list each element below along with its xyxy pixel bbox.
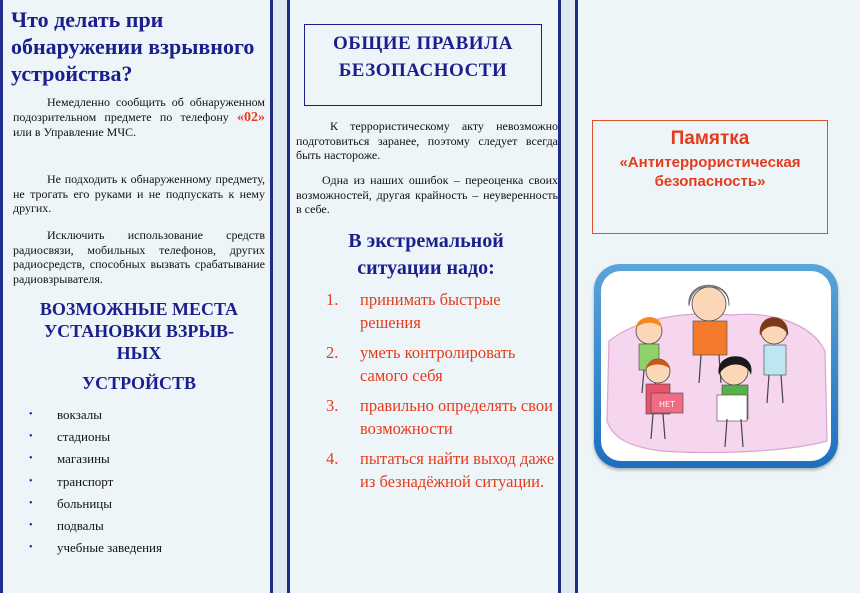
instruction-no-radio: [13, 228, 265, 286]
list-item: [29, 537, 259, 559]
sign-text: НЕТ: [659, 400, 675, 409]
memo-subtitle: «Антитеррористическая безопасность»: [619, 154, 801, 190]
extreme-heading-line-2: ситуации надо:: [357, 257, 495, 279]
instruction-dont-touch-text: Не подходить к обнаруженному предмету, не трогать его руками и не подпускать к нему других.: [13, 172, 265, 215]
rules-title-line-1: ОБЩИЕ ПРАВИЛА: [333, 33, 513, 54]
list-item: [29, 426, 259, 448]
extreme-heading-line-1: В экстремальной: [348, 230, 504, 252]
places-heading: [11, 298, 267, 394]
bullet-icon: •: [29, 542, 33, 554]
list-item-label: вокзалы: [57, 407, 102, 423]
bullet-icon: •: [29, 453, 33, 465]
rules-paragraph-2: [296, 173, 558, 217]
bullet-icon: •: [29, 409, 33, 421]
list-item: [29, 404, 259, 426]
list-item: [29, 471, 259, 493]
bullet-icon: •: [29, 475, 33, 487]
extreme-heading: [310, 228, 542, 282]
rules-paragraph-2-text: Одна из наших ошибок – переоценка своих возможностей, другая крайность – неуверенность в себе.: [296, 173, 558, 216]
list-item: [29, 493, 259, 515]
list-item: [326, 341, 558, 387]
step-text: пытаться найти выход даже из безнадёжной ситуации.: [360, 449, 555, 491]
instruction-call-text-1: Немедленно сообщить об обнаруженном подозрительном предмете по телефону: [13, 95, 265, 124]
list-item-label: стадионы: [57, 429, 111, 445]
instruction-call: [13, 95, 265, 140]
places-heading-line-1: ВОЗМОЖНЫЕ МЕСТА: [39, 299, 239, 319]
list-item: [326, 288, 558, 334]
places-heading-line-3: НЫХ: [116, 343, 162, 363]
places-heading-line-2: УСТАНОВКИ ВЗРЫВ-: [43, 321, 235, 341]
memo-title-box: [592, 120, 828, 234]
list-item: [326, 447, 558, 493]
children-drawing-illustration: [601, 271, 831, 461]
children-drawing-frame: [594, 264, 838, 468]
rules-paragraph-1: [296, 119, 558, 163]
list-item: [29, 515, 259, 537]
step-number: 3.: [326, 396, 339, 415]
bullet-icon: •: [29, 497, 33, 509]
rules-paragraph-1-text: К террористическому акту невозможно подготовиться заранее, поэтому следует всегда быть настороже.: [296, 119, 558, 162]
rules-title-line-2: БЕЗОПАСНОСТИ: [338, 60, 508, 81]
instruction-dont-touch: [13, 172, 265, 216]
list-item: [29, 448, 259, 470]
step-text: правильно определять свои возможности: [360, 396, 553, 438]
step-number: 2.: [326, 343, 339, 362]
instruction-no-radio-text: Исключить использование средств радиосвязи, мобильных телефонов, других радиосредств, способных вызвать срабатывание радиовзрывателя.: [13, 228, 265, 286]
step-text: уметь контролировать самого себя: [360, 343, 516, 385]
list-item-label: транспорт: [57, 473, 114, 489]
memo-title: Памятка: [670, 128, 750, 149]
panel-left-heading: Что делать при обнаружении взрывного устройства?: [11, 7, 255, 86]
steps-list: [326, 288, 558, 500]
bullet-icon: •: [29, 520, 33, 532]
panel-left: [0, 0, 273, 593]
rules-title-box: [304, 24, 542, 106]
list-item-label: больницы: [57, 495, 112, 511]
phone-number: «02»: [237, 109, 265, 125]
children-drawing: [601, 271, 831, 461]
list-item-label: магазины: [57, 451, 110, 467]
panel-middle: [287, 0, 561, 593]
step-number: 4.: [326, 449, 339, 468]
places-heading-line-4: УСТРОЙСТВ: [81, 373, 197, 393]
bullet-icon: •: [29, 431, 33, 443]
step-text: принимать быстрые решения: [360, 290, 501, 332]
list-item-label: подвалы: [57, 518, 104, 534]
list-item-label: учебные заведения: [57, 540, 162, 556]
panel-right: [575, 0, 860, 593]
instruction-call-text-2: или в Управление МЧС.: [13, 125, 137, 139]
step-number: 1.: [326, 290, 339, 309]
places-list: [29, 404, 259, 559]
list-item: [326, 394, 558, 440]
